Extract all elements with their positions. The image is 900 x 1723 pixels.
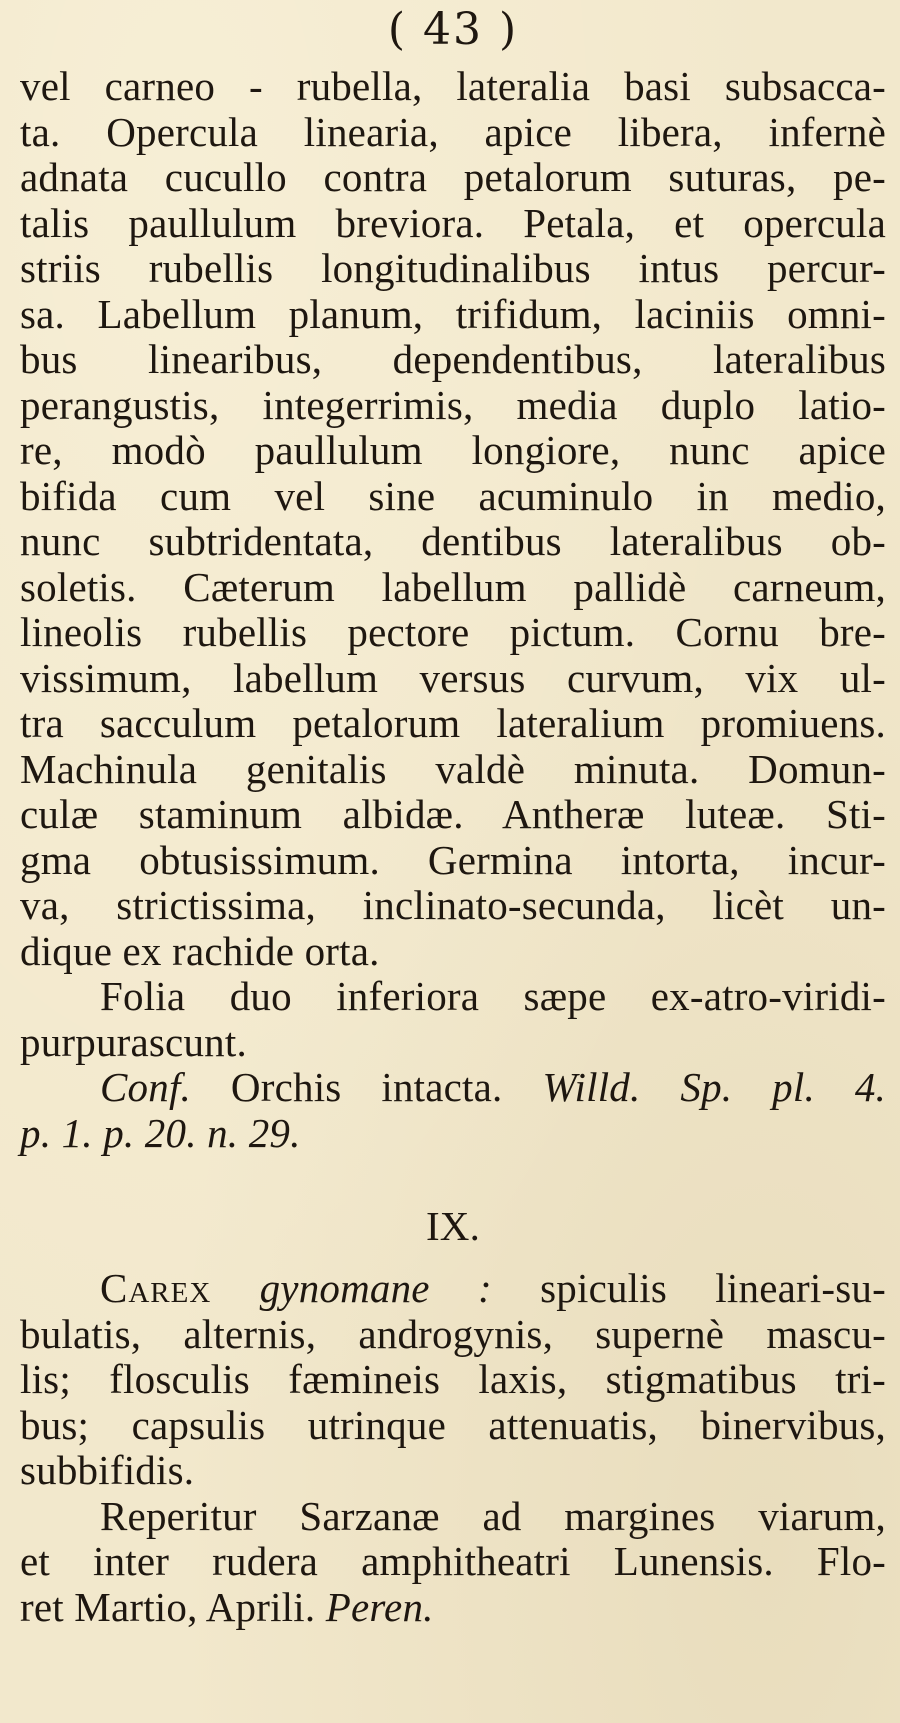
text-line: gma obtusissimum. Germina intorta, incur- xyxy=(20,836,886,883)
text-line: subbifidis. xyxy=(20,1447,195,1493)
text-line: soletis. Cæterum labellum pallidè carneum, xyxy=(20,563,886,610)
text-line: Folia duo inferiora sæpe ex-atro-viridi- xyxy=(100,973,886,1019)
text-line: sa. Labellum planum, trifidum, laciniis omni- xyxy=(20,290,886,337)
text-line: re, modò paullulum longiore, nunc apice xyxy=(20,427,886,473)
text-line: dique ex rachide orta. xyxy=(20,927,380,974)
text-line: vel carneo - rubella, lateralia basi subsacca- xyxy=(20,63,886,109)
conf-citation: Willd. Sp. pl. 4. xyxy=(542,1064,886,1110)
text-line: va, strictissima, inclinato-secunda, licèt un- xyxy=(20,882,886,928)
flowering-time: ret Martio, Aprili. xyxy=(20,1583,326,1630)
perennial-note: Peren. xyxy=(325,1583,434,1630)
text-line: lis; flosculis fæmineis laxis, stigmatibus tri- xyxy=(20,1356,886,1402)
conf-reference xyxy=(20,1065,886,1156)
genus-name: Carex xyxy=(100,1265,212,1311)
text-line: et inter rudera amphitheatri Lunensis. Flo- xyxy=(20,1538,886,1584)
conf-label: Conf. xyxy=(100,1064,191,1110)
species-name: gynomane : xyxy=(259,1265,492,1311)
text-line: lineolis rubellis pectore pictum. Cornu bre- xyxy=(20,609,886,655)
text-line: adnata cucullo contra petalorum suturas, pe- xyxy=(20,154,886,200)
text-line: purpurascunt. xyxy=(20,1018,247,1065)
text-line: tra sacculum petalorum lateralium promiuens. xyxy=(20,700,886,746)
conf-text: Orchis intacta. xyxy=(191,1064,543,1110)
text-line: striis rubellis longitudinalibus intus percur- xyxy=(20,245,886,291)
body-text xyxy=(20,64,886,1630)
text-line: nunc subtridentata, dentibus lateralibus ob- xyxy=(20,518,886,564)
text-line: bulatis, alternis, androgynis, supernè mascu- xyxy=(20,1310,886,1357)
text-line: Reperitur Sarzanæ ad margines viarum, xyxy=(100,1492,886,1539)
carex-diagnosis xyxy=(20,1266,886,1494)
description-paragraph xyxy=(20,64,886,974)
text-line: bus; capsulis utrinque attenuatis, binervibus, xyxy=(20,1401,886,1448)
section-heading: IX. xyxy=(425,1203,481,1249)
page-number: ( 43 ) xyxy=(387,4,519,55)
section-gap xyxy=(20,1156,886,1182)
diagnosis-start: spiculis lineari-su- xyxy=(491,1265,886,1311)
text-line xyxy=(20,1266,886,1312)
text-line: bifida cum vel sine acuminulo in medio, xyxy=(20,472,886,519)
text-line: bus linearibus, dependentibus, lateralibus xyxy=(20,336,886,382)
text-line: Machinula genitalis valdè minuta. Domun- xyxy=(20,745,886,792)
text-line: culæ staminum albidæ. Antheræ luteæ. Sti- xyxy=(20,791,886,837)
text-line xyxy=(20,1585,886,1631)
text-line: ta. Opercula linearia, apice libera, infernè xyxy=(20,108,886,155)
text-line xyxy=(20,1065,886,1111)
text-line: talis paullulum breviora. Petala, et opercula xyxy=(20,199,886,246)
leaves-paragraph xyxy=(20,974,886,1065)
text-line: vissimum, labellum versus curvum, vix ul- xyxy=(20,654,886,701)
conf-citation-page: p. 1. p. 20. n. 29. xyxy=(20,1109,301,1156)
text-line: perangustis, integerrimis, media duplo latio- xyxy=(20,381,886,428)
text-line xyxy=(20,1111,886,1157)
habitat-paragraph xyxy=(20,1494,886,1631)
